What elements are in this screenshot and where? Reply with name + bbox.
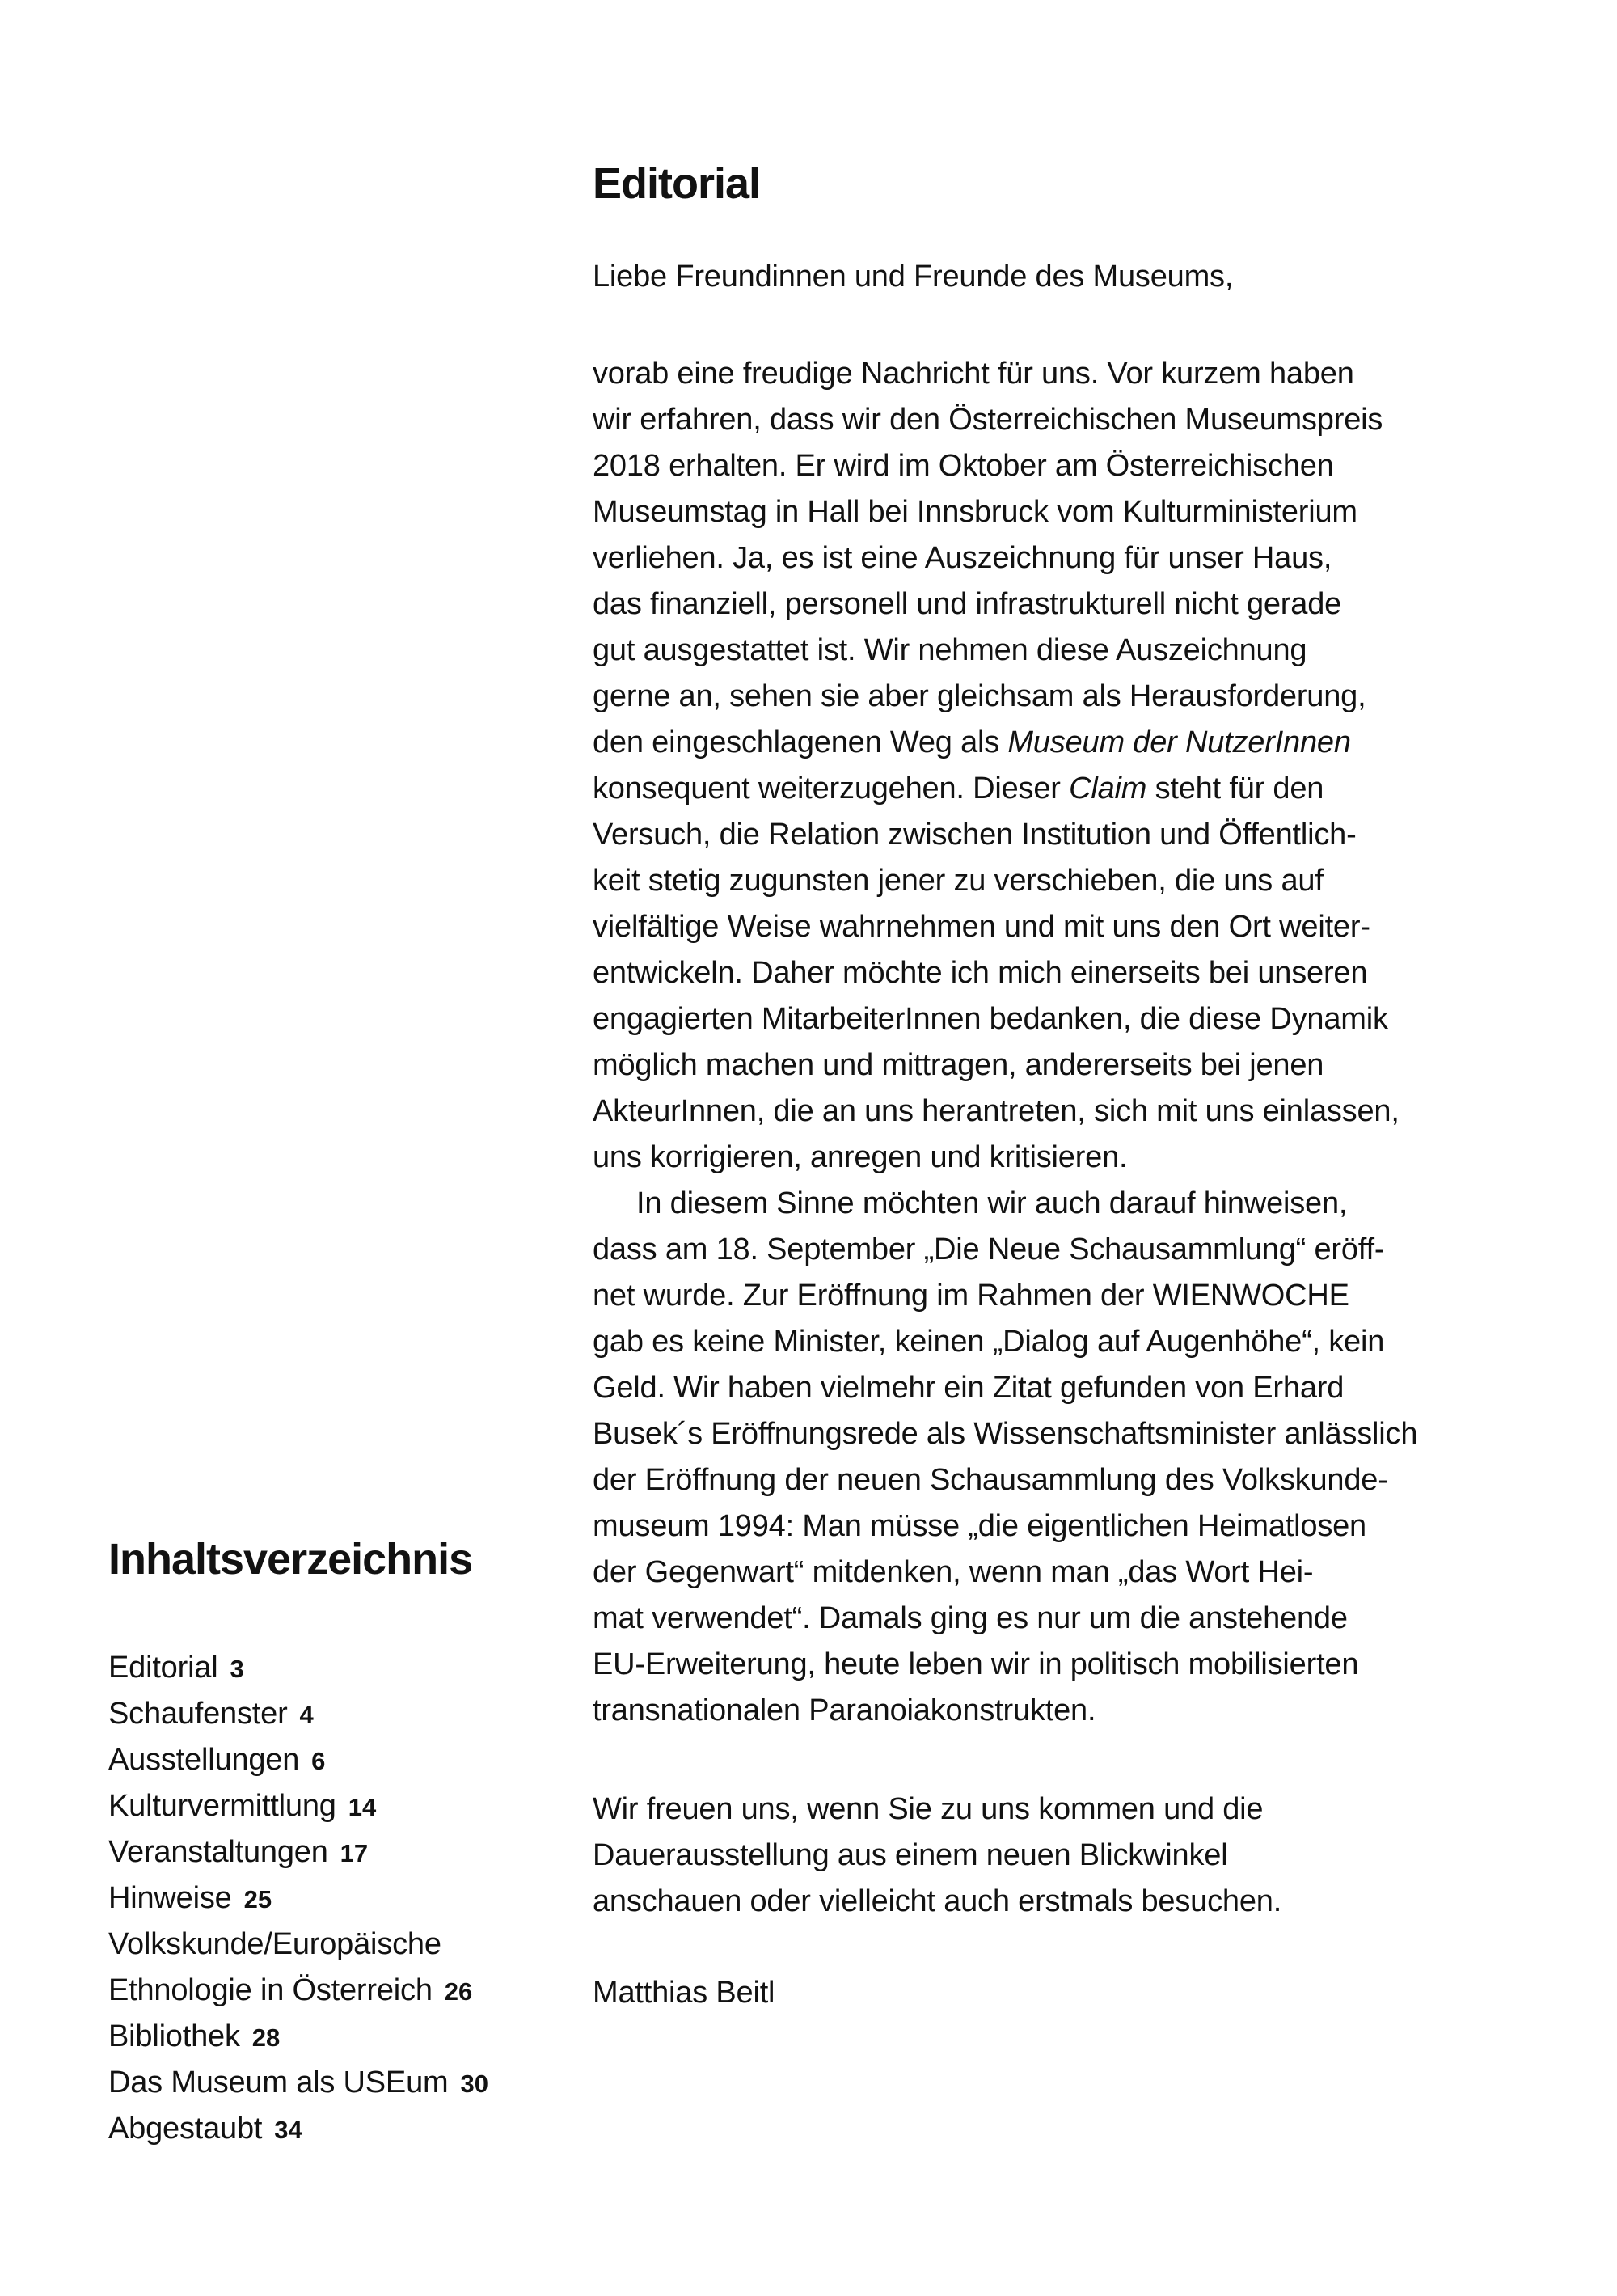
text-line	[593, 397, 1417, 443]
toc-list	[108, 1645, 488, 2152]
text-line	[593, 1879, 1281, 1925]
text-segment: EU-Erweiterung, heute leben wir in politisch mobilisierten	[593, 1647, 1359, 1681]
text-segment: In diesem Sinne möchten wir auch darauf hinweisen,	[636, 1186, 1348, 1220]
text-segment: engagierten MitarbeiterInnen bedanken, die diese Dynamik	[593, 1002, 1388, 1036]
author-signature: Matthias Beitl	[593, 1976, 775, 2010]
toc-item	[108, 1968, 488, 2014]
text-line	[593, 766, 1417, 812]
text-line	[593, 1319, 1417, 1365]
editorial-closing	[593, 1786, 1281, 1925]
text-line	[593, 1786, 1281, 1833]
toc-item	[108, 1783, 488, 1829]
text-segment: gab es keine Minister, keinen „Dialog auf Augenhöhe“, kein	[593, 1325, 1385, 1359]
toc-page-number: 34	[274, 2116, 302, 2144]
toc-item	[108, 2106, 488, 2152]
toc-page-number: 17	[340, 1839, 369, 1867]
text-segment: steht für den	[1146, 772, 1324, 806]
toc-item-label: Abgestaubt	[108, 2112, 263, 2146]
toc-page-number: 6	[311, 1747, 326, 1775]
text-line	[593, 1457, 1417, 1503]
text-line	[593, 858, 1417, 904]
text-line	[593, 628, 1417, 674]
toc-item	[108, 1645, 488, 1691]
toc-item-label: Volkskunde/Europäische	[108, 1927, 441, 1961]
italic-text-segment: Museum der NutzerInnen	[1007, 725, 1351, 759]
text-line	[593, 1503, 1417, 1550]
text-segment: vielfältige Weise wahrnehmen und mit uns den Ort weiter-	[593, 910, 1370, 944]
text-line	[593, 904, 1417, 950]
text-line	[593, 443, 1417, 489]
editorial-title: Editorial	[593, 159, 761, 208]
text-line	[593, 581, 1417, 628]
text-segment: transnationalen Paranoiakonstrukten.	[593, 1693, 1096, 1727]
toc-item	[108, 1691, 488, 1737]
text-segment: net wurde. Zur Eröffnung im Rahmen der WIENWOCHE	[593, 1279, 1349, 1313]
toc-page-number: 28	[251, 2023, 281, 2052]
text-segment: gerne an, sehen sie aber gleichsam als Herausforderung,	[593, 679, 1366, 713]
toc-item-label: Ausstellungen	[108, 1743, 300, 1777]
text-line	[593, 812, 1417, 858]
text-line	[593, 1135, 1417, 1181]
toc-item-label: Veranstaltungen	[108, 1835, 328, 1869]
italic-text-segment: Claim	[1069, 772, 1147, 806]
text-segment: Museumstag in Hall bei Innsbruck vom Kulturministerium	[593, 495, 1357, 529]
text-line	[593, 1181, 1417, 1227]
text-segment: dass am 18. September „Die Neue Schausammlung“ eröff-	[593, 1233, 1385, 1266]
text-line	[593, 1688, 1417, 1734]
text-segment: Geld. Wir haben vielmehr ein Zitat gefunden von Erhard	[593, 1371, 1345, 1405]
toc-page-number: 25	[243, 1885, 272, 1913]
text-line	[593, 351, 1417, 397]
toc-item-label: Das Museum als USEum	[108, 2066, 449, 2099]
text-segment: der Eröffnung der neuen Schausammlung des Volkskunde-	[593, 1463, 1388, 1497]
toc-item-label: Ethnologie in Österreich	[108, 1973, 433, 2007]
text-line	[593, 1042, 1417, 1089]
text-segment: der Gegenwart“ mitdenken, wenn man „das Wort Hei-	[593, 1555, 1314, 1589]
toc-item	[108, 2014, 488, 2060]
editorial-body	[593, 351, 1417, 1734]
text-segment: gut ausgestattet ist. Wir nehmen diese Auszeichnung	[593, 633, 1307, 667]
text-line	[593, 950, 1417, 996]
text-segment: uns korrigieren, anregen und kritisieren.	[593, 1140, 1128, 1174]
text-segment: Wir freuen uns, wenn Sie zu uns kommen und die	[593, 1792, 1264, 1826]
text-segment: verliehen. Ja, es ist eine Auszeichnung für unser Haus,	[593, 541, 1332, 575]
text-line	[593, 1089, 1417, 1135]
toc-item	[108, 2060, 488, 2106]
toc-page-number: 3	[230, 1655, 244, 1683]
text-segment: 2018 erhalten. Er wird im Oktober am Österreichischen	[593, 449, 1334, 483]
text-segment: Dauerausstellung aus einem neuen Blickwinkel	[593, 1838, 1228, 1872]
toc-title: Inhaltsverzeichnis	[108, 1535, 473, 1584]
toc-item-label: Schaufenster	[108, 1697, 288, 1731]
text-line	[593, 1596, 1417, 1642]
text-line	[593, 996, 1417, 1042]
text-segment: Busek´s Eröffnungsrede als Wissenschaftsminister anlässlich	[593, 1417, 1418, 1451]
text-segment: entwickeln. Daher möchte ich mich einerseits bei unseren	[593, 956, 1368, 990]
text-line	[593, 489, 1417, 535]
text-segment: das finanziell, personell und infrastrukturell nicht gerade	[593, 587, 1342, 621]
text-segment: AkteurInnen, die an uns herantreten, sich mit uns einlassen,	[593, 1094, 1400, 1128]
toc-page-number: 30	[460, 2070, 488, 2098]
toc-item-label: Kulturvermittlung	[108, 1789, 336, 1823]
text-line	[593, 1227, 1417, 1273]
text-segment: vorab eine freudige Nachricht für uns. Vor kurzem haben	[593, 357, 1354, 391]
text-line	[593, 1550, 1417, 1596]
text-segment: Versuch, die Relation zwischen Institution und Öffentlich-	[593, 818, 1357, 852]
toc-item	[108, 1875, 488, 1922]
text-line	[593, 1833, 1281, 1879]
text-segment: konsequent weiterzugehen. Dieser	[593, 772, 1070, 806]
text-line	[593, 720, 1417, 766]
toc-page-number: 14	[348, 1793, 377, 1821]
toc-item-label: Hinweise	[108, 1881, 232, 1915]
salutation: Liebe Freundinnen und Freunde des Museums,	[593, 260, 1234, 294]
text-line	[593, 1642, 1417, 1688]
toc-item-label: Editorial	[108, 1651, 218, 1685]
text-segment: anschauen oder vielleicht auch erstmals besuchen.	[593, 1884, 1282, 1918]
text-segment: wir erfahren, dass wir den Österreichischen Museumspreis	[593, 403, 1383, 437]
text-line	[593, 535, 1417, 581]
toc-item	[108, 1829, 488, 1875]
toc-item-label: Bibliothek	[108, 2019, 240, 2053]
text-segment: möglich machen und mittragen, andererseits bei jenen	[593, 1048, 1324, 1082]
toc-page-number: 4	[299, 1701, 314, 1729]
text-line	[593, 674, 1417, 720]
text-segment: den eingeschlagenen Weg als	[593, 725, 1008, 759]
text-segment: mat verwendet“. Damals ging es nur um die anstehende	[593, 1601, 1348, 1635]
text-segment: museum 1994: Man müsse „die eigentlichen Heimatlosen	[593, 1509, 1366, 1543]
text-line	[593, 1365, 1417, 1411]
toc-item	[108, 1922, 488, 1968]
toc-item	[108, 1737, 488, 1783]
text-segment: keit stetig zugunsten jener zu verschieben, die uns auf	[593, 864, 1324, 898]
toc-page-number: 26	[444, 1977, 473, 2006]
text-line	[593, 1411, 1417, 1457]
text-line	[593, 1273, 1417, 1319]
